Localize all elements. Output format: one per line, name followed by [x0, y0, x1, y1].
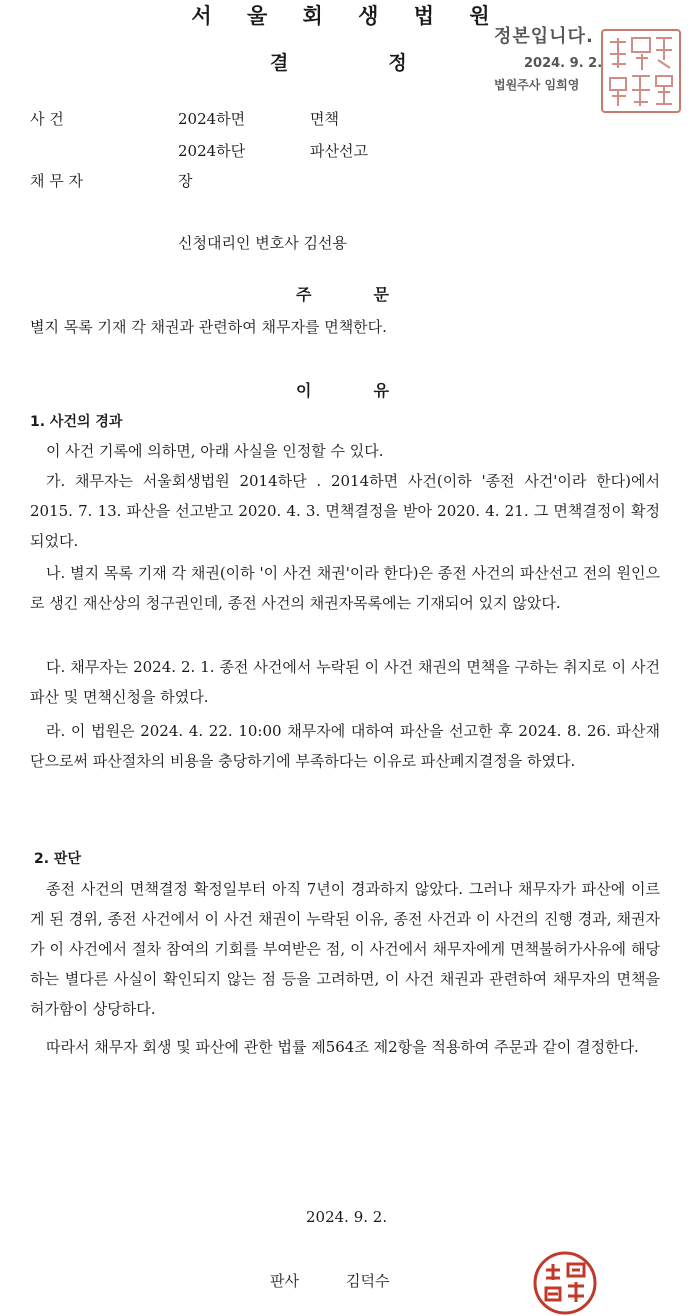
court-name: 서 울 회 생 법 원 [191, 4, 504, 28]
order-heading-char-2: 문 [373, 285, 389, 304]
paragraph-ga: 가. 채무자는 서울회생법원 2014하단 . 2014하면 사건(이하 '종전 사건'이라 한다)에서 2015. 7. 13. 파산을 선고받고 2020. 4. 3. 면책결정을 받아 2020. 4. 21. 그 면책결정이 확정되었다. [30, 472, 660, 550]
applicant-agent: 신청대리인 변호사 김선용 [178, 234, 347, 252]
paragraph-na: 나. 별지 목록 기재 각 채권(이하 '이 사건 채권'이라 한다)은 종전 사건의 파산선고 전의 원인으로 생긴 재산상의 청구권인데, 종전 사건의 채권자목록에는 기재되어 있지 않았다. [30, 564, 660, 612]
debtor-name: 장 [178, 172, 193, 190]
document-title [270, 48, 407, 75]
judgment-paragraph-1: 종전 사건의 면책결정 확정일부터 아직 7년이 경과하지 않았다. 그러나 채무자가 파산에 이르게 된 경위, 종전 사건에서 이 사건 채권이 누락된 이유, 종전 사건과 이 사건의 진행 경과, 채권자가 이 사건에서 절차 참여의 기회를 부여받은 점, 이 사건에서 채무자에게 면책불허가사유에 해당하는 별다른 사실이 확인되지 않는 점 등을 고려하면, 이 사건 채권과 관련하여 채무자의 면책을 허가함이 상당하다. [30, 880, 660, 1018]
judge-name: 김덕수 [346, 1272, 390, 1290]
order-heading [296, 282, 389, 305]
decision-date: 2024. 9. 2. [306, 1208, 388, 1226]
title-char-1: 결 [270, 52, 289, 74]
section-1-title: 1. 사건의 경과 [30, 414, 123, 430]
order-text: 별지 목록 기재 각 채권과 관련하여 채무자를 면책한다. [30, 318, 387, 336]
debtor-label: 채 무 자 [30, 172, 84, 190]
certified-copy-clerk: 법원주사 임희영 [494, 78, 580, 92]
order-heading-char-1: 주 [296, 285, 312, 304]
certified-copy-label: 정본입니다. [494, 26, 594, 47]
case-number-2: 2024하단 [178, 142, 246, 160]
judgment-paragraph-2: 따라서 채무자 회생 및 파산에 관한 법률 제564조 제2항을 적용하여 주문과 같이 결정한다. [46, 1038, 639, 1056]
certified-copy-date: 2024. 9. 2. [524, 56, 603, 71]
paragraph-ra: 라. 이 법원은 2024. 4. 22. 10:00 채무자에 대하여 파산을 선고한 후 2024. 8. 26. 파산재단으로써 파산절차의 비용을 충당하기에 부족하다는 이유로 파산폐지결정을 하였다. [30, 722, 660, 770]
case-number-1: 2024하면 [178, 110, 246, 128]
section-2-title: 2. 판단 [34, 851, 81, 867]
title-char-2: 정 [388, 52, 407, 74]
reasons-heading-char-2: 유 [373, 381, 389, 400]
reasons-heading-char-1: 이 [296, 381, 312, 400]
case-name-2: 파산선고 [310, 142, 368, 160]
case-name-1: 면책 [310, 110, 339, 128]
section-1-intro: 이 사건 기록에 의하면, 아래 사실을 인정할 수 있다. [46, 442, 384, 460]
case-label: 사 건 [30, 110, 64, 128]
paragraph-da: 다. 채무자는 2024. 2. 1. 종전 사건에서 누락된 이 사건 채권의 면책을 구하는 취지로 이 사건 파산 및 면책신청을 하였다. [30, 658, 660, 706]
judge-title: 판사 [270, 1272, 299, 1290]
reasons-heading [296, 378, 389, 401]
judge-seal-stamp [532, 1250, 598, 1316]
clerk-seal-stamp [600, 28, 682, 114]
